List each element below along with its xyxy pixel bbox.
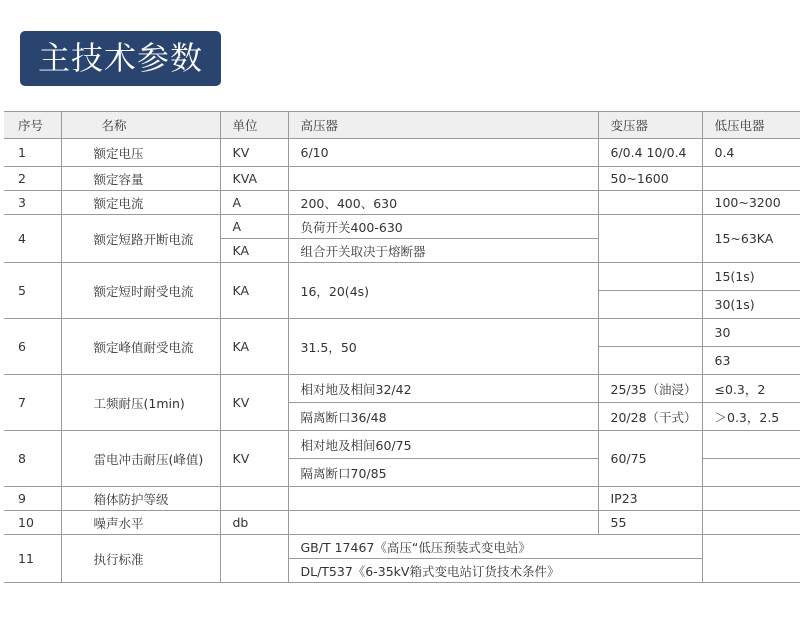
header-low-voltage: 低压电器 [702, 112, 800, 139]
row-unit: KV [220, 375, 288, 431]
row-low-voltage: ≤0.3，2 [702, 375, 800, 403]
row-name: 额定峰值耐受电流 [61, 319, 220, 375]
row-index: 6 [4, 319, 61, 375]
row-index: 1 [4, 139, 61, 167]
row-low-voltage [702, 167, 800, 191]
spec-table [4, 111, 800, 583]
row-name: 额定短路开断电流 [61, 215, 220, 263]
row-unit: KA [220, 263, 288, 319]
row-unit: KV [220, 139, 288, 167]
row-name: 箱体防护等级 [61, 487, 220, 511]
row-index: 8 [4, 431, 61, 487]
row-transformer [598, 215, 702, 263]
row-transformer: 50~1600 [598, 167, 702, 191]
row-low-voltage: ＞0.3，2.5 [702, 403, 800, 431]
header-name: 名称 [61, 112, 220, 139]
row-unit: KA [220, 319, 288, 375]
row-unit: db [220, 511, 288, 535]
row-low-voltage: 100~3200 [702, 191, 800, 215]
table-row [4, 375, 800, 403]
header-unit: 单位 [220, 112, 288, 139]
row-high-voltage: 组合开关取决于熔断器 [288, 239, 598, 263]
row-high-voltage [288, 487, 598, 511]
row-low-voltage: 0.4 [702, 139, 800, 167]
row-transformer [598, 319, 702, 347]
row-high-voltage [288, 167, 598, 191]
row-high-voltage [288, 511, 598, 535]
row-transformer [598, 291, 702, 319]
row-standard: GB/T 17467《高压“低压预装式变电站》 [288, 535, 702, 559]
row-transformer [598, 347, 702, 375]
row-index: 2 [4, 167, 61, 191]
row-high-voltage: 相对地及相间60/75 [288, 431, 598, 459]
row-unit: A [220, 191, 288, 215]
row-index: 4 [4, 215, 61, 263]
row-unit [220, 487, 288, 511]
row-high-voltage: 200、400、630 [288, 191, 598, 215]
row-transformer [598, 191, 702, 215]
row-unit: A [220, 215, 288, 239]
row-high-voltage: 31.5，50 [288, 319, 598, 375]
header-high-voltage: 高压器 [288, 112, 598, 139]
row-standard: DL/T537《6-35kV箱式变电站订货技术条件》 [288, 559, 702, 583]
row-unit: KV [220, 431, 288, 487]
table-row [4, 487, 800, 511]
table-row [4, 167, 800, 191]
row-high-voltage: 6/10 [288, 139, 598, 167]
row-unit: KA [220, 239, 288, 263]
row-low-voltage [702, 431, 800, 459]
table-header-row [4, 112, 800, 139]
header-index: 序号 [4, 112, 61, 139]
row-low-voltage: 30(1s) [702, 291, 800, 319]
row-index: 3 [4, 191, 61, 215]
row-unit [220, 535, 288, 583]
row-high-voltage: 隔离断口36/48 [288, 403, 598, 431]
header-transformer: 变压器 [598, 112, 702, 139]
row-high-voltage: 隔离断口70/85 [288, 459, 598, 487]
row-transformer: 60/75 [598, 431, 702, 487]
row-low-voltage: 15~63KA [702, 215, 800, 263]
row-low-voltage [702, 487, 800, 511]
row-name: 工频耐压(1min) [61, 375, 220, 431]
row-index: 11 [4, 535, 61, 583]
row-transformer [598, 263, 702, 291]
table-row [4, 319, 800, 347]
row-high-voltage: 负荷开关400-630 [288, 215, 598, 239]
row-name: 额定短时耐受电流 [61, 263, 220, 319]
row-low-voltage: 63 [702, 347, 800, 375]
row-unit: KVA [220, 167, 288, 191]
table-row [4, 263, 800, 291]
row-name: 额定电压 [61, 139, 220, 167]
row-transformer: 25/35（油浸） [598, 375, 702, 403]
row-transformer: 6/0.4 10/0.4 [598, 139, 702, 167]
row-name: 额定容量 [61, 167, 220, 191]
row-name: 额定电流 [61, 191, 220, 215]
row-name: 噪声水平 [61, 511, 220, 535]
row-transformer: 55 [598, 511, 702, 535]
row-index: 7 [4, 375, 61, 431]
page-title: 主技术参数 [20, 31, 221, 86]
row-low-voltage: 30 [702, 319, 800, 347]
table-row [4, 191, 800, 215]
table-row [4, 215, 800, 239]
row-name: 执行标准 [61, 535, 220, 583]
row-index: 9 [4, 487, 61, 511]
table-row [4, 139, 800, 167]
table-row [4, 431, 800, 459]
row-index: 10 [4, 511, 61, 535]
row-index: 5 [4, 263, 61, 319]
row-low-voltage [702, 511, 800, 535]
table-row [4, 535, 800, 559]
row-low-voltage [702, 535, 800, 583]
row-transformer: 20/28（干式） [598, 403, 702, 431]
row-high-voltage: 相对地及相间32/42 [288, 375, 598, 403]
row-low-voltage: 15(1s) [702, 263, 800, 291]
row-low-voltage [702, 459, 800, 487]
row-name: 雷电冲击耐压(峰值) [61, 431, 220, 487]
row-transformer: IP23 [598, 487, 702, 511]
table-row [4, 511, 800, 535]
row-high-voltage: 16，20(4s) [288, 263, 598, 319]
